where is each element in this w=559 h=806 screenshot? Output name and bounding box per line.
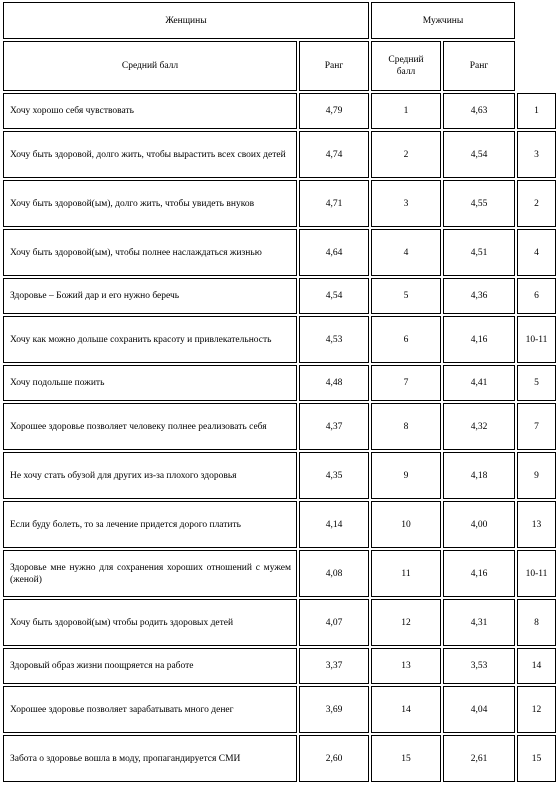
row-men-score bbox=[443, 648, 515, 684]
row-label-text: Хочу быть здоровой, долго жить, чтобы вырастить всех своих детей bbox=[10, 149, 286, 160]
row-men-score bbox=[443, 735, 515, 782]
row-women-rank bbox=[371, 316, 441, 363]
row-women-rank bbox=[371, 686, 441, 733]
row-women-rank-text: 15 bbox=[401, 753, 411, 764]
row-men-rank-text: 2 bbox=[534, 198, 539, 209]
row-label-text: Хочу быть здоровой(ым) чтобы родить здоровых детей bbox=[10, 617, 234, 628]
row-women-rank-text: 14 bbox=[401, 704, 411, 715]
row-label-text: Хочу хорошо себя чувствовать bbox=[10, 106, 134, 116]
row-label-text: Хочу быть здоровой(ым), долго жить, чтобы увидеть внуков bbox=[10, 198, 255, 209]
row-men-score bbox=[443, 403, 515, 450]
row-label-text: Хочу быть здоровой(ым), чтобы полнее наслаждаться жизнью bbox=[10, 247, 262, 258]
row-women-score bbox=[299, 131, 369, 178]
header-men-rank-label: Ранг bbox=[469, 61, 489, 71]
row-men-score bbox=[443, 93, 515, 129]
row-women-score-text: 4,71 bbox=[325, 198, 343, 209]
row-label bbox=[3, 686, 297, 733]
row-men-score-text: 4,36 bbox=[470, 291, 488, 301]
row-label bbox=[3, 131, 297, 178]
row-men-score-text: 4,04 bbox=[470, 704, 488, 715]
header-women-rank-label: Ранг bbox=[324, 61, 344, 71]
row-label-text: Забота о здоровье вошла в моду, пропагандируется СМИ bbox=[10, 753, 241, 764]
row-label bbox=[3, 365, 297, 401]
row-label bbox=[3, 316, 297, 363]
row-women-rank bbox=[371, 452, 441, 499]
row-women-rank bbox=[371, 550, 441, 597]
row-men-score-text: 4,51 bbox=[470, 247, 488, 258]
row-men-score-text: 4,31 bbox=[470, 617, 488, 628]
row-label-text: Не хочу стать обузой для других из-за плохого здоровья bbox=[10, 470, 237, 481]
row-men-score bbox=[443, 686, 515, 733]
row-women-rank-text: 13 bbox=[401, 661, 411, 671]
row-label bbox=[3, 93, 297, 129]
row-men-score-text: 2,61 bbox=[470, 753, 488, 764]
row-women-rank bbox=[371, 735, 441, 782]
row-women-score-text: 4,54 bbox=[325, 291, 343, 301]
row-men-rank bbox=[517, 180, 556, 227]
row-women-score-text: 4,79 bbox=[325, 106, 343, 116]
row-men-rank bbox=[517, 93, 556, 129]
row-men-rank-text: 3 bbox=[534, 149, 539, 160]
row-men-rank bbox=[517, 735, 556, 782]
row-women-rank bbox=[371, 278, 441, 314]
row-women-score bbox=[299, 501, 369, 548]
row-men-score-text: 4,55 bbox=[470, 198, 488, 209]
row-women-score bbox=[299, 686, 369, 733]
row-women-score bbox=[299, 403, 369, 450]
row-women-score-text: 4,07 bbox=[325, 617, 343, 628]
row-label bbox=[3, 501, 297, 548]
row-label-text: Если буду болеть, то за лечение придется дорого платить bbox=[10, 519, 242, 530]
row-women-rank bbox=[371, 93, 441, 129]
row-women-rank bbox=[371, 229, 441, 276]
row-men-rank bbox=[517, 550, 556, 597]
row-women-score bbox=[299, 599, 369, 646]
row-women-score bbox=[299, 229, 369, 276]
row-men-rank-text: 8 bbox=[534, 617, 539, 628]
row-women-rank-text: 2 bbox=[403, 149, 409, 160]
row-women-score bbox=[299, 365, 369, 401]
row-women-rank-text: 6 bbox=[403, 334, 409, 345]
row-women-score-text: 4,14 bbox=[325, 519, 343, 530]
row-women-score-text: 4,08 bbox=[325, 568, 343, 579]
row-women-score bbox=[299, 735, 369, 782]
row-men-score bbox=[443, 229, 515, 276]
row-men-rank bbox=[517, 686, 556, 733]
row-label-text: Здоровый образ жизни поощряется на работе bbox=[10, 661, 194, 671]
row-women-rank-text: 7 bbox=[403, 378, 409, 388]
row-label-text: Хорошее здоровье позволяет человеку полнее реализовать себя bbox=[10, 421, 267, 432]
row-women-score bbox=[299, 648, 369, 684]
header-men-score-label: Средний балл bbox=[388, 55, 424, 77]
header-women-score-label: Средний балл bbox=[121, 61, 179, 71]
row-women-rank-text: 12 bbox=[401, 617, 411, 628]
row-men-rank bbox=[517, 403, 556, 450]
row-label bbox=[3, 550, 297, 597]
row-women-rank-text: 11 bbox=[401, 568, 411, 579]
row-men-score-text: 4,32 bbox=[470, 421, 488, 432]
row-men-score bbox=[443, 365, 515, 401]
row-men-rank bbox=[517, 316, 556, 363]
row-women-score-text: 4,74 bbox=[325, 149, 343, 160]
row-women-score bbox=[299, 93, 369, 129]
row-men-rank bbox=[517, 452, 556, 499]
row-men-rank-text: 7 bbox=[534, 421, 539, 432]
row-men-rank-text: 15 bbox=[531, 753, 542, 764]
row-men-score bbox=[443, 131, 515, 178]
row-men-rank-text: 9 bbox=[534, 470, 539, 481]
row-label bbox=[3, 403, 297, 450]
row-men-score bbox=[443, 550, 515, 597]
row-men-score-text: 4,54 bbox=[470, 149, 488, 160]
header-men-score bbox=[371, 41, 441, 91]
row-label-text: Здоровье мне нужно для сохранения хороших отношений с мужем (женой) bbox=[10, 562, 291, 585]
row-label bbox=[3, 278, 297, 314]
row-men-rank bbox=[517, 131, 556, 178]
row-men-rank-text: 10-11 bbox=[525, 568, 548, 579]
row-men-score-text: 3,53 bbox=[470, 661, 488, 671]
row-women-score-text: 4,48 bbox=[325, 378, 343, 388]
row-women-rank bbox=[371, 599, 441, 646]
row-women-score-text: 4,37 bbox=[325, 421, 343, 432]
row-women-rank bbox=[371, 131, 441, 178]
row-women-score bbox=[299, 452, 369, 499]
row-men-rank-text: 13 bbox=[531, 519, 542, 530]
row-men-score-text: 4,16 bbox=[470, 334, 488, 345]
row-men-score-text: 4,63 bbox=[470, 106, 488, 116]
row-women-rank-text: 1 bbox=[403, 106, 409, 116]
row-men-rank-text: 10-11 bbox=[525, 334, 548, 345]
row-label-text: Хочу подольше пожить bbox=[10, 378, 105, 388]
header-men bbox=[371, 2, 515, 39]
row-women-rank bbox=[371, 180, 441, 227]
row-women-rank bbox=[371, 365, 441, 401]
header-men-label: Мужчины bbox=[422, 15, 464, 26]
row-women-score bbox=[299, 180, 369, 227]
row-women-score-text: 4,53 bbox=[325, 334, 343, 345]
row-label bbox=[3, 229, 297, 276]
row-label bbox=[3, 452, 297, 499]
row-men-rank-text: 1 bbox=[534, 106, 539, 116]
row-men-score-text: 4,18 bbox=[470, 470, 488, 481]
row-men-score bbox=[443, 316, 515, 363]
row-men-score-text: 4,16 bbox=[470, 568, 488, 579]
row-label-text: Хорошее здоровье позволяет зарабатывать много денег bbox=[10, 704, 234, 715]
row-women-score bbox=[299, 316, 369, 363]
row-women-rank bbox=[371, 648, 441, 684]
row-label bbox=[3, 735, 297, 782]
row-men-rank bbox=[517, 365, 556, 401]
row-women-score bbox=[299, 550, 369, 597]
row-women-score-text: 4,64 bbox=[325, 247, 343, 258]
row-men-score-text: 4,00 bbox=[470, 519, 488, 530]
header-women-rank bbox=[299, 41, 369, 91]
row-women-rank bbox=[371, 403, 441, 450]
row-label bbox=[3, 648, 297, 684]
row-label-text: Хочу как можно дольше сохранить красоту и привлекательность bbox=[10, 334, 272, 345]
row-men-rank bbox=[517, 278, 556, 314]
row-men-rank-text: 14 bbox=[531, 661, 542, 671]
row-women-rank bbox=[371, 501, 441, 548]
row-men-score-text: 4,41 bbox=[470, 378, 488, 388]
row-women-rank-text: 4 bbox=[403, 247, 409, 258]
row-men-rank bbox=[517, 648, 556, 684]
header-men-rank bbox=[443, 41, 515, 91]
row-men-score bbox=[443, 501, 515, 548]
row-men-score bbox=[443, 180, 515, 227]
row-women-score bbox=[299, 278, 369, 314]
row-women-score-text: 3,69 bbox=[325, 704, 343, 715]
row-men-score bbox=[443, 452, 515, 499]
header-women-label: Женщины bbox=[165, 15, 207, 26]
row-women-rank-text: 3 bbox=[403, 198, 409, 209]
row-men-score bbox=[443, 278, 515, 314]
header-women bbox=[3, 2, 369, 39]
row-men-rank-text: 12 bbox=[531, 704, 542, 715]
row-women-rank-text: 8 bbox=[403, 421, 409, 432]
row-women-rank-text: 10 bbox=[401, 519, 411, 530]
row-men-rank bbox=[517, 599, 556, 646]
row-label bbox=[3, 599, 297, 646]
row-women-rank-text: 5 bbox=[403, 291, 409, 301]
row-men-rank bbox=[517, 229, 556, 276]
row-men-rank bbox=[517, 501, 556, 548]
row-women-rank-text: 9 bbox=[403, 470, 409, 481]
row-women-score-text: 3,37 bbox=[325, 661, 343, 671]
row-men-rank-text: 4 bbox=[534, 247, 539, 258]
row-label bbox=[3, 180, 297, 227]
row-men-rank-text: 6 bbox=[534, 291, 539, 301]
row-men-score bbox=[443, 599, 515, 646]
header-women-score bbox=[3, 41, 297, 91]
row-men-rank-text: 5 bbox=[534, 378, 539, 388]
row-women-score-text: 4,35 bbox=[325, 470, 343, 481]
row-women-score-text: 2,60 bbox=[325, 753, 343, 764]
row-label-text: Здоровье – Божий дар и его нужно беречь bbox=[10, 291, 180, 301]
